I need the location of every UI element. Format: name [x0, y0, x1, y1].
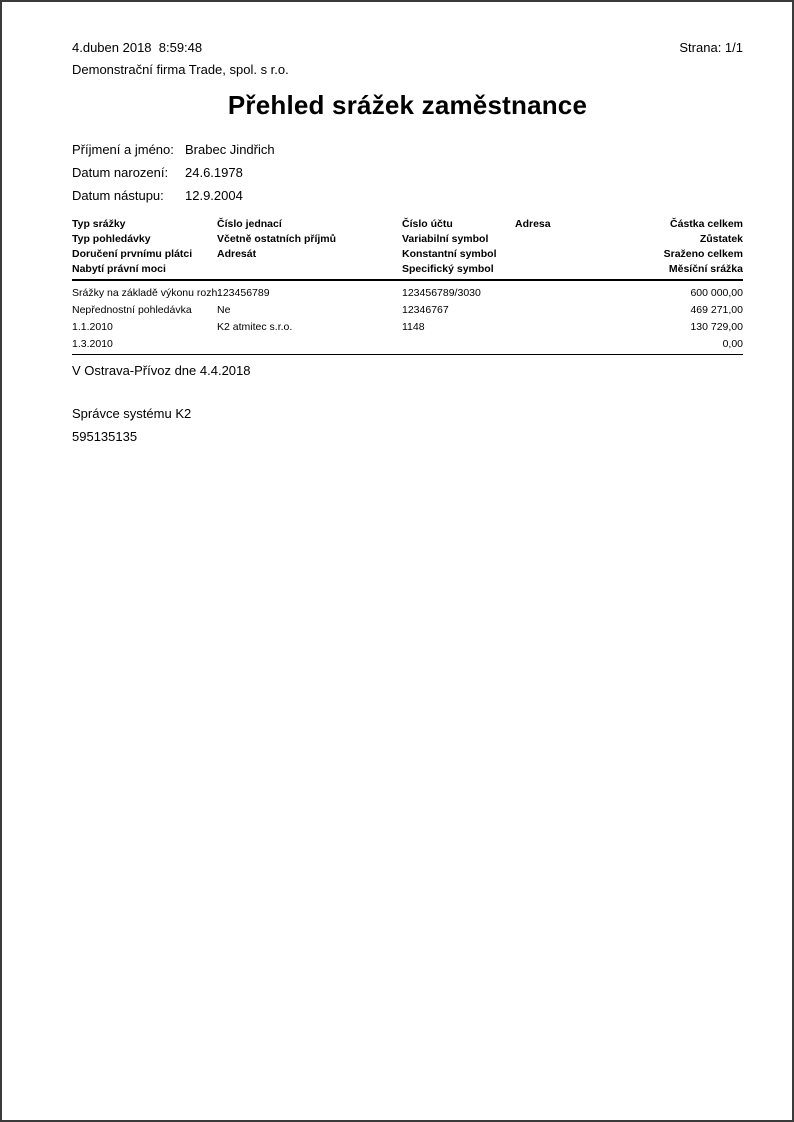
header-cell: Adresát: [217, 248, 257, 260]
table-cell: [217, 336, 402, 353]
table-cell: [515, 319, 625, 336]
header-cell: Včetně ostatních příjmů: [217, 233, 337, 245]
table-cell: 123456789/3030: [402, 287, 481, 299]
employee-name-row: [72, 142, 743, 158]
header-cell: [217, 262, 402, 277]
employee-birthdate-value: 24.6.1978: [185, 165, 243, 180]
report-topline: [72, 40, 743, 56]
table-cell: Ne: [217, 304, 231, 316]
table-cell: [515, 302, 625, 319]
header-cell: Měsíční srážka: [668, 263, 743, 275]
table-cell: 0,00: [722, 338, 743, 350]
report-datetime: 4.duben 2018 8:59:48: [72, 40, 203, 55]
table-row: [72, 285, 743, 353]
header-col-cislo-jednaci: [217, 217, 402, 277]
deductions-table: [72, 217, 743, 355]
header-cell: Konstantní symbol: [402, 248, 497, 260]
table-bottom-divider: [72, 354, 743, 355]
row-col-cislo-jednaci: [217, 285, 402, 353]
employee-info: [72, 142, 743, 204]
employee-name-value: Brabec Jindřich: [185, 142, 275, 157]
employee-startdate-label: Datum nástupu:: [72, 188, 164, 203]
header-cell: Variabilní symbol: [402, 233, 489, 245]
header-cell: Adresa: [515, 218, 551, 230]
header-col-castky: [625, 217, 743, 277]
company-name: Demonstrační firma Trade, spol. s r.o.: [72, 62, 289, 77]
table-cell: Nepřednostní pohledávka: [72, 304, 192, 316]
employee-startdate-row: [72, 188, 743, 204]
table-cell: 12346767: [402, 304, 449, 316]
row-col-castky: [625, 285, 743, 353]
page-number: Strana: 1/1: [679, 40, 743, 55]
header-cell: Typ pohledávky: [72, 233, 151, 245]
place-and-date: V Ostrava-Přívoz dne 4.4.2018: [72, 363, 251, 378]
header-cell: Zůstatek: [699, 233, 743, 245]
employee-birthdate-label: Datum narození:: [72, 165, 169, 180]
header-cell: Nabytí právní moci: [72, 263, 166, 275]
signer-name: Správce systému K2: [72, 406, 192, 421]
employee-startdate-value: 12.9.2004: [185, 188, 243, 203]
header-cell: Číslo účtu: [402, 218, 453, 230]
table-cell: 1148: [402, 321, 425, 333]
report-content: [2, 2, 792, 445]
header-cell: Typ srážky: [72, 218, 126, 230]
employee-name-label: Příjmení a jméno:: [72, 142, 174, 157]
row-col-cislo-uctu: [402, 285, 515, 353]
table-cell: 130 729,00: [690, 321, 743, 333]
header-cell: [515, 262, 625, 277]
table-cell: [402, 336, 515, 353]
table-cell: 1.1.2010: [72, 321, 113, 333]
header-cell: Sraženo celkem: [663, 248, 743, 260]
header-cell: [515, 232, 625, 247]
header-cell: Číslo jednací: [217, 218, 282, 230]
table-cell: Srážky na základě výkonu rozh.: [72, 287, 221, 299]
row-col-typ-srazky: [72, 285, 221, 353]
signer-phone: 595135135: [72, 429, 138, 444]
header-col-adresa: [515, 217, 625, 277]
header-divider: [72, 279, 743, 281]
header-col-typ-srazky: [72, 217, 217, 277]
table-cell: 123456789: [217, 287, 270, 299]
table-cell: K2 atmitec s.r.o.: [217, 321, 293, 333]
report-title: Přehled srážek zaměstnance: [227, 90, 588, 120]
employee-birthdate-row: [72, 165, 743, 181]
row-col-adresa: [515, 285, 625, 353]
header-cell: Částka celkem: [670, 218, 743, 230]
table-cell: [515, 285, 625, 302]
table-cell: 469 271,00: [690, 304, 743, 316]
header-col-cislo-uctu: [402, 217, 515, 277]
table-header: [72, 217, 743, 277]
table-cell: [515, 336, 625, 353]
header-cell: [515, 247, 625, 262]
header-cell: Specifický symbol: [402, 263, 494, 275]
table-cell: 1.3.2010: [72, 338, 113, 350]
table-cell: 600 000,00: [690, 287, 743, 299]
header-cell: Doručení prvnímu plátci: [72, 248, 193, 260]
